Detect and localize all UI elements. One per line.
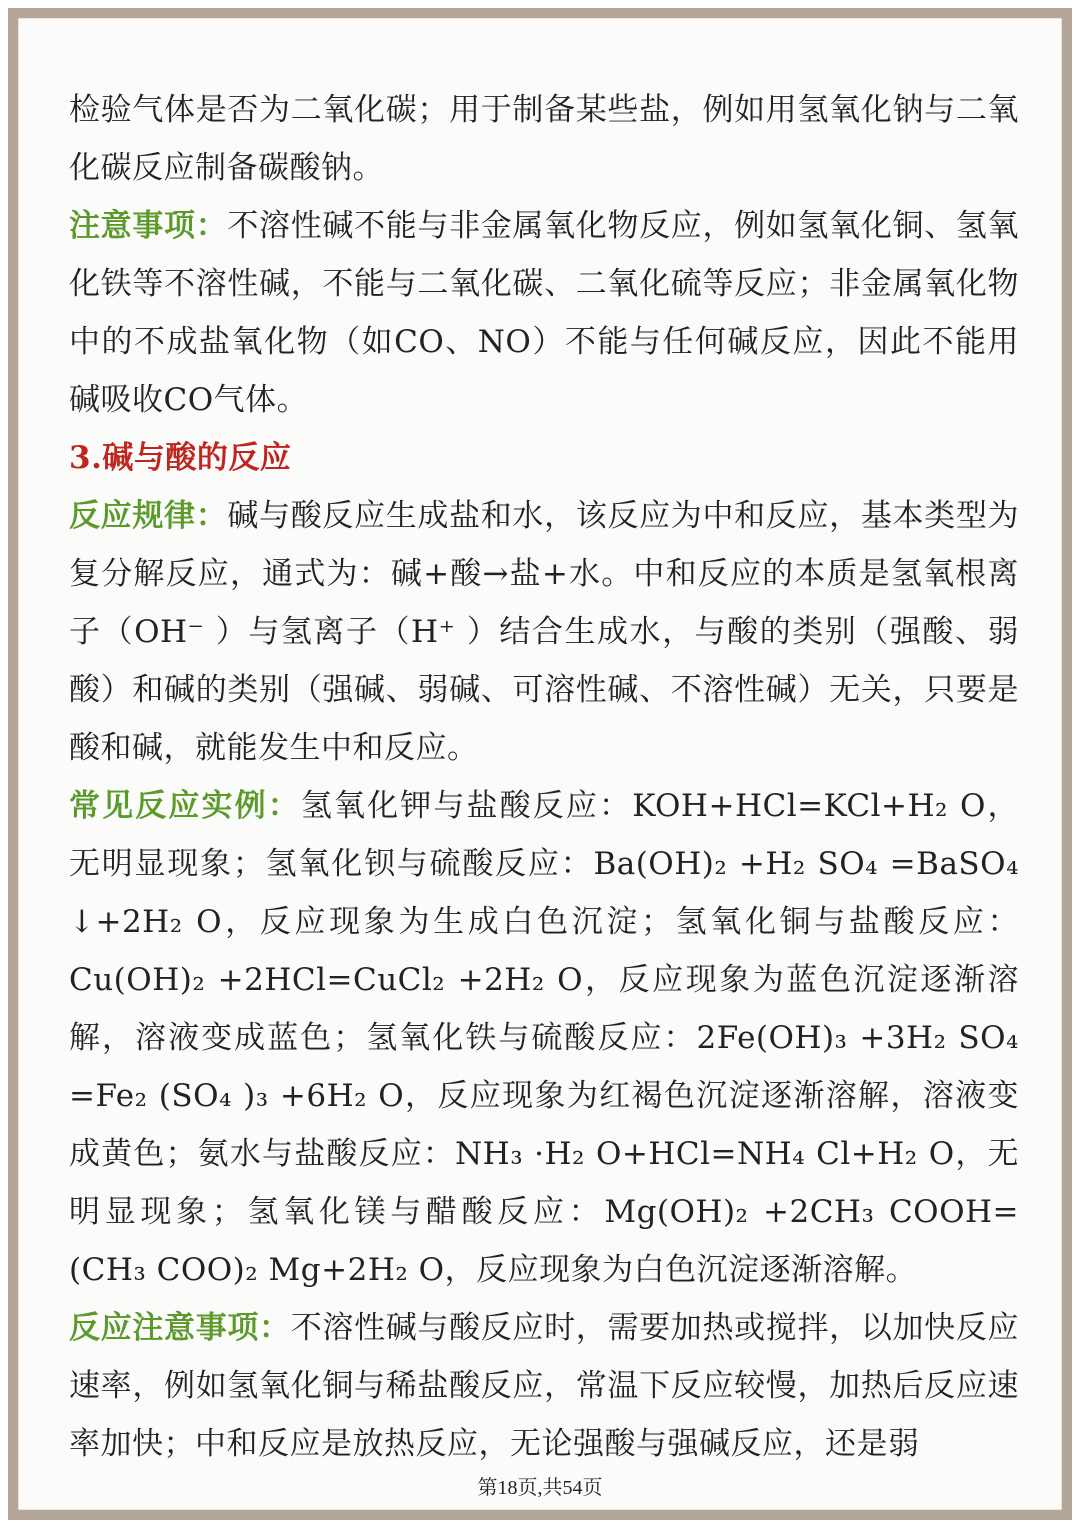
paragraph-text: 碱与酸反应生成盐和水，该反应为中和反应，基本类型为复分解反应，通式为：碱+酸→盐+水。中和反应的本质是氢氧根离子（OH⁻ ）与氢离子（H⁺ ）结合生成水，与酸的类别（强酸、弱酸）和碱的类别（强碱、弱碱、可溶性碱、不溶性碱）无关，只要是酸和碱，就能发生中和反应。 [69,498,1020,766]
precautions-label: 反应注意事项： [69,1310,291,1346]
paragraph-precautions [69,1299,1019,1473]
paragraph-examples [69,777,1019,1299]
paragraph-text: 氢氧化钾与盐酸反应：KOH+HCl=KCl+H₂ O，无明显现象；氢氧化钡与硫酸反应：Ba(OH)₂ +H₂ SO₄ =BaSO₄ ↓+2H₂ O，反应现象为生成白色沉淀；氢氧化铜与盐酸反应：Cu(OH)₂ +2HCl=CuCl₂ +2H₂ O，反应现象为蓝色沉淀逐渐溶解，溶液变成蓝色；氢氧化铁与硫酸反应：2Fe(OH)₃ +3H₂ SO₄ =Fe₂ (SO₄ )₃ +6H₂ O，反应现象为红褐色沉淀逐渐溶解，溶液变成黄色；氨水与盐酸反应：NH₃ ·H₂ O+HCl=NH₄ Cl+H₂ O，无明显现象；氢氧化镁与醋酸反应：Mg(OH)₂ +2CH₃ COOH=(CH₃ COO)₂ Mg+2H₂ O，反应现象为白色沉淀逐渐溶解。 [69,788,1020,1288]
paragraph-text: 检验气体是否为二氧化碳；用于制备某些盐，例如用氢氧化钠与二氧化碳反应制备碳酸钠。 [69,92,1019,186]
examples-label: 常见反应实例： [69,788,301,824]
page-frame [8,8,1072,1520]
paragraph-text: 不溶性碱不能与非金属氧化物反应，例如氢氧化铜、氢氧化铁等不溶性碱，不能与二氧化碳、二氧化硫等反应；非金属氧化物中的不成盐氧化物（如CO、NO）不能与任何碱反应，因此不能用碱吸收CO气体。 [69,208,1020,418]
section-heading: 3.碱与酸的反应 [69,440,292,476]
page-number: 第18页,共54页 [477,1477,603,1499]
paragraph-reaction-rule [69,487,1019,777]
page-sheet [18,18,1062,1510]
rule-label: 反应规律： [69,498,228,534]
paragraph-co2-uses [69,81,1019,197]
paragraph-notes [69,197,1019,429]
document-body [69,81,1019,1473]
paragraph-text: 不溶性碱与酸反应时，需要加热或搅拌，以加快反应速率，例如氢氧化铜与稀盐酸反应，常温下反应较慢，加热后反应速率加快；中和反应是放热反应，无论强酸与强碱反应，还是弱 [69,1310,1020,1462]
notes-label: 注意事项： [69,208,228,244]
